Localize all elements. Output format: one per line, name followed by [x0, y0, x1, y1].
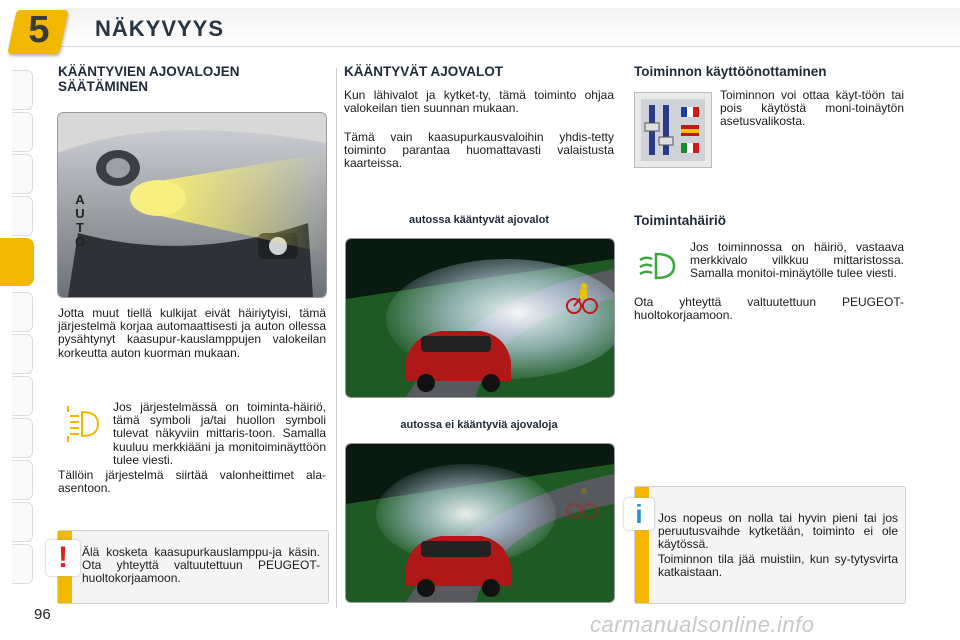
chapter-number: 5 — [28, 9, 50, 51]
col3-heading2: Toimintahäiriö — [634, 213, 727, 228]
col1-para2: Jos järjestelmässä on toiminta-häiriö, tämä symboli ja/tai huollon symboli tulevat näkyviin mittaris-toon. Samalla kuuluu merkkiääni ja monitoiminäyttöön tulee viesti. — [113, 400, 326, 467]
auto-label: AUTO — [74, 192, 86, 249]
side-tab[interactable] — [12, 544, 33, 584]
side-tab[interactable] — [12, 334, 33, 374]
side-tab[interactable] — [12, 292, 33, 332]
col3-heading1: Toiminnon käyttöönottaminen — [634, 64, 827, 79]
headlight-photo — [57, 112, 327, 298]
side-tab[interactable] — [12, 418, 33, 458]
warning-text: Älä kosketa kaasupurkauslamppu-ja käsin. Ota yhteyttä valtuutettuun PEUGEOT-huoltokorjaamoon. — [82, 545, 320, 586]
info-text1: Jos nopeus on nolla tai hyvin pieni tai jos peruutusvaihde kytketään, toiminto ei ole käytössä. — [658, 511, 898, 552]
side-tab[interactable] — [12, 154, 33, 194]
side-tab[interactable] — [12, 376, 33, 416]
col1-para1: Jotta muut tiellä kulkijat eivät häiriytyisi, tämä järjestelmä korjaa automaattisesti ja auton ollessa pysähtynyt kaasupur-kauslamppujen valokeilan korkeutta auton kuorman mukaan. — [58, 306, 326, 360]
caption-adaptive: autossa kääntyvät ajovalot — [408, 214, 549, 226]
col2-heading: KÄÄNTYVÄT AJOVALOT — [344, 64, 504, 79]
info-icon: i — [624, 498, 654, 530]
page-title: NÄKYVYYS — [95, 16, 225, 41]
col1-para3: Tällöin järjestelmä siirtää valonheittimet ala-asentoon. — [58, 468, 326, 496]
page-number: 96 — [34, 606, 51, 623]
col3-para2: Jos toiminnossa on häiriö, vastaava merkkivalo vilkkuu mittaristossa. Samalla monitoi-minäytölle tulee viesti. — [690, 240, 904, 281]
col3-para1: Toiminnon voi ottaa käyt-töön tai pois käytöstä moni-toinäytön asetusvalikosta. — [720, 88, 904, 129]
warning-icon: ! — [46, 540, 80, 576]
side-tab[interactable] — [12, 70, 33, 110]
caption-fixed: autossa ei kääntyviä ajovaloja — [400, 419, 558, 431]
watermark: carmanualsonline.info — [590, 612, 815, 637]
side-tab[interactable] — [12, 502, 33, 542]
adaptive-light-warning-icon — [634, 246, 680, 286]
fixed-lights-illustration — [345, 443, 615, 603]
side-tab-active[interactable] — [0, 238, 34, 286]
col1-heading: KÄÄNTYVIEN AJOVALOJEN SÄÄTÄMINEN — [58, 64, 240, 94]
col2-para2: Tämä vain kaasupurkausvaloihin yhdis-tetty toiminto parantaa huomattavasti valaistusta kaarteissa. — [344, 130, 614, 171]
col3-para3: Ota yhteyttä valtuutettuun PEUGEOT-huoltokorjaamoon. — [634, 295, 904, 323]
adaptive-lights-illustration — [345, 238, 615, 398]
col2-para1: Kun lähivalot ja kytket-ty, tämä toiminto ohjaa valokeilan tien suunnan mukaan. — [344, 88, 614, 116]
headlamp-fault-icon — [62, 404, 102, 444]
side-tab[interactable] — [12, 196, 33, 236]
info-text2: Toiminnon tila jää muistiin, kun sy-tytysvirta katkaistaan. — [658, 552, 898, 580]
column-divider — [336, 68, 337, 608]
settings-menu-icon — [634, 92, 712, 168]
side-tab[interactable] — [12, 112, 33, 152]
side-tab[interactable] — [12, 460, 33, 500]
